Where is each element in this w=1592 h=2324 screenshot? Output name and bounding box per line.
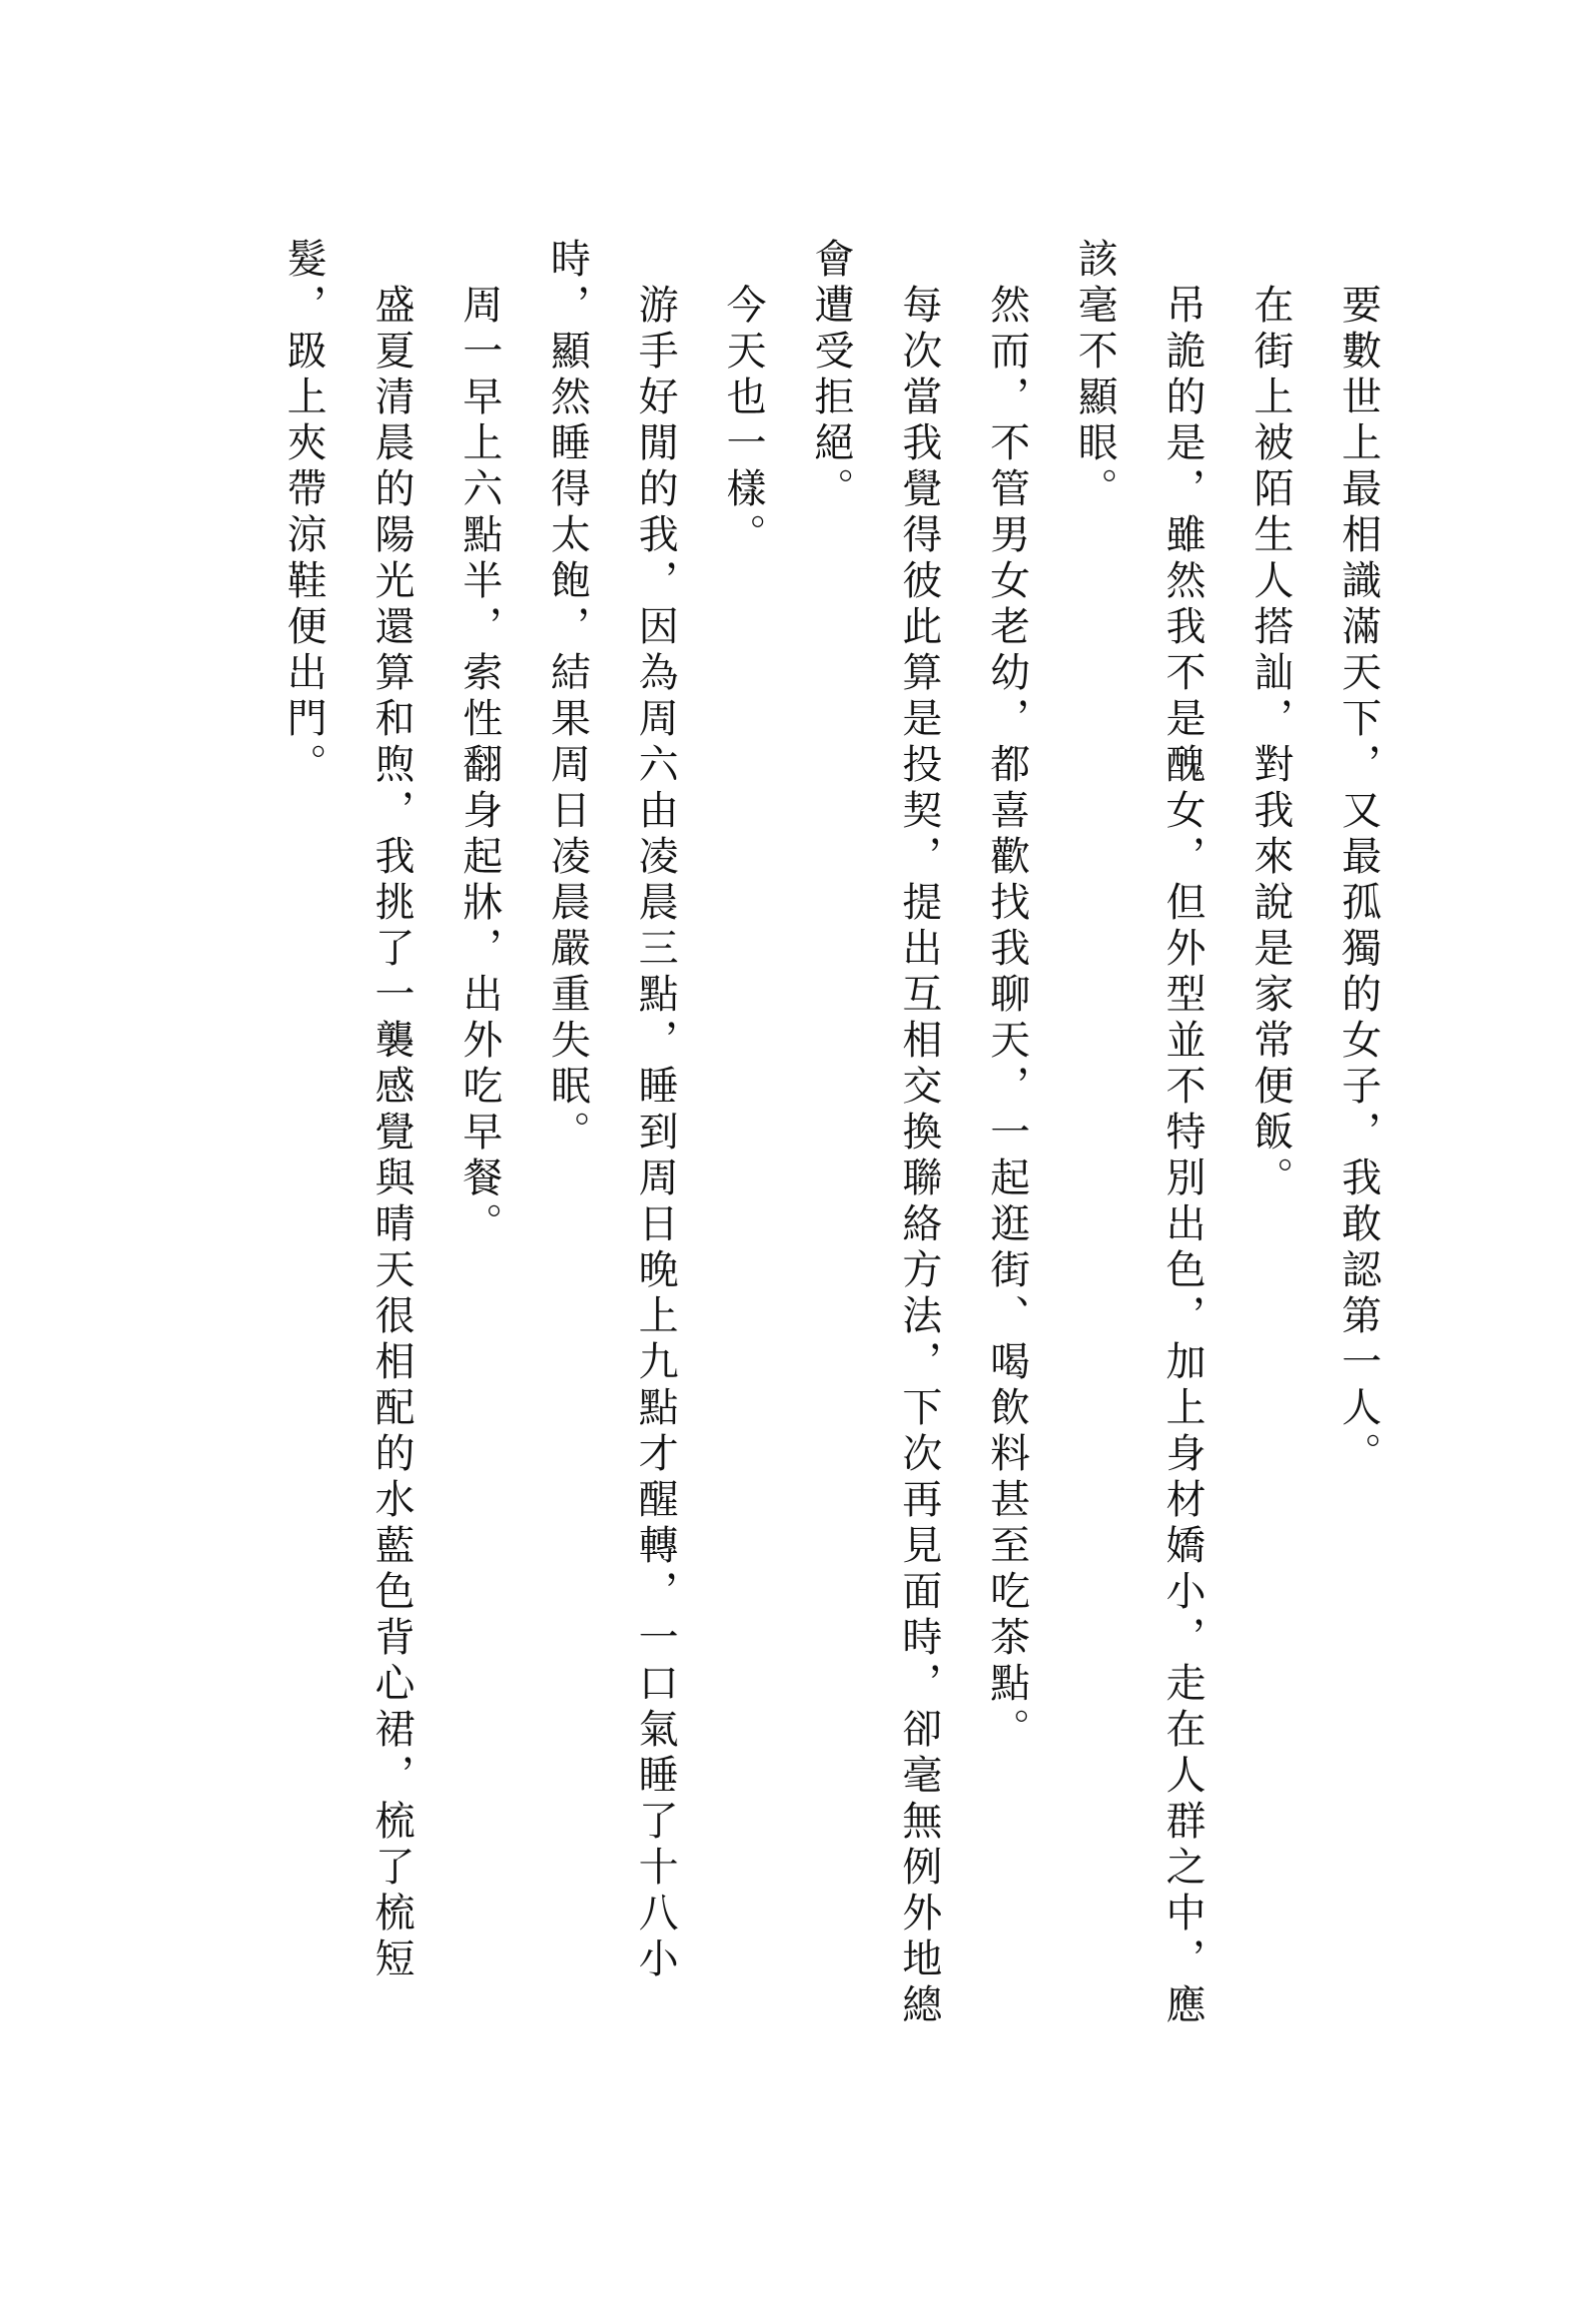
paragraph-6: 今天也一樣。 xyxy=(720,238,766,559)
paragraph-4: 然而，不管男女老幼，都喜歡找我聊天，一起逛街、喝飲料甚至吃茶點。 xyxy=(984,238,1030,1754)
paragraph-7: 游手好閒的我，因為周六由凌晨三點，睡到周日晚上九點才醒轉，一口氣睡了十八小時，顯然睡得太飽，結果周日凌晨嚴重失眠。 xyxy=(544,238,678,1983)
paragraph-2: 在街上被陌生人搭訕，對我來說是家常便飯。 xyxy=(1247,238,1293,1202)
paragraph-1: 要數世上最相識滿天下，又最孤獨的女子，我敢認第一人。 xyxy=(1335,238,1381,1478)
paragraph-9: 盛夏清晨的陽光還算和煦，我挑了一襲感覺與晴天很相配的水藍色背心裙，梳了梳短髮，趿上夾帶涼鞋便出門。 xyxy=(281,238,414,1983)
paragraph-5: 每次當我覺得彼此算是投契，提出互相交換聯絡方法，下次再見面時，卻毫無例外地總會遭受拒絕。 xyxy=(808,238,942,2029)
vertical-text-body xyxy=(260,238,1402,2055)
paragraph-3: 吊詭的是，雖然我不是醜女，但外型並不特別出色，加上身材嬌小，走在人群之中，應該毫不顯眼。 xyxy=(1072,238,1205,2029)
paragraph-8: 周一早上六點半，索性翻身起牀，出外吃早餐。 xyxy=(456,238,502,1248)
